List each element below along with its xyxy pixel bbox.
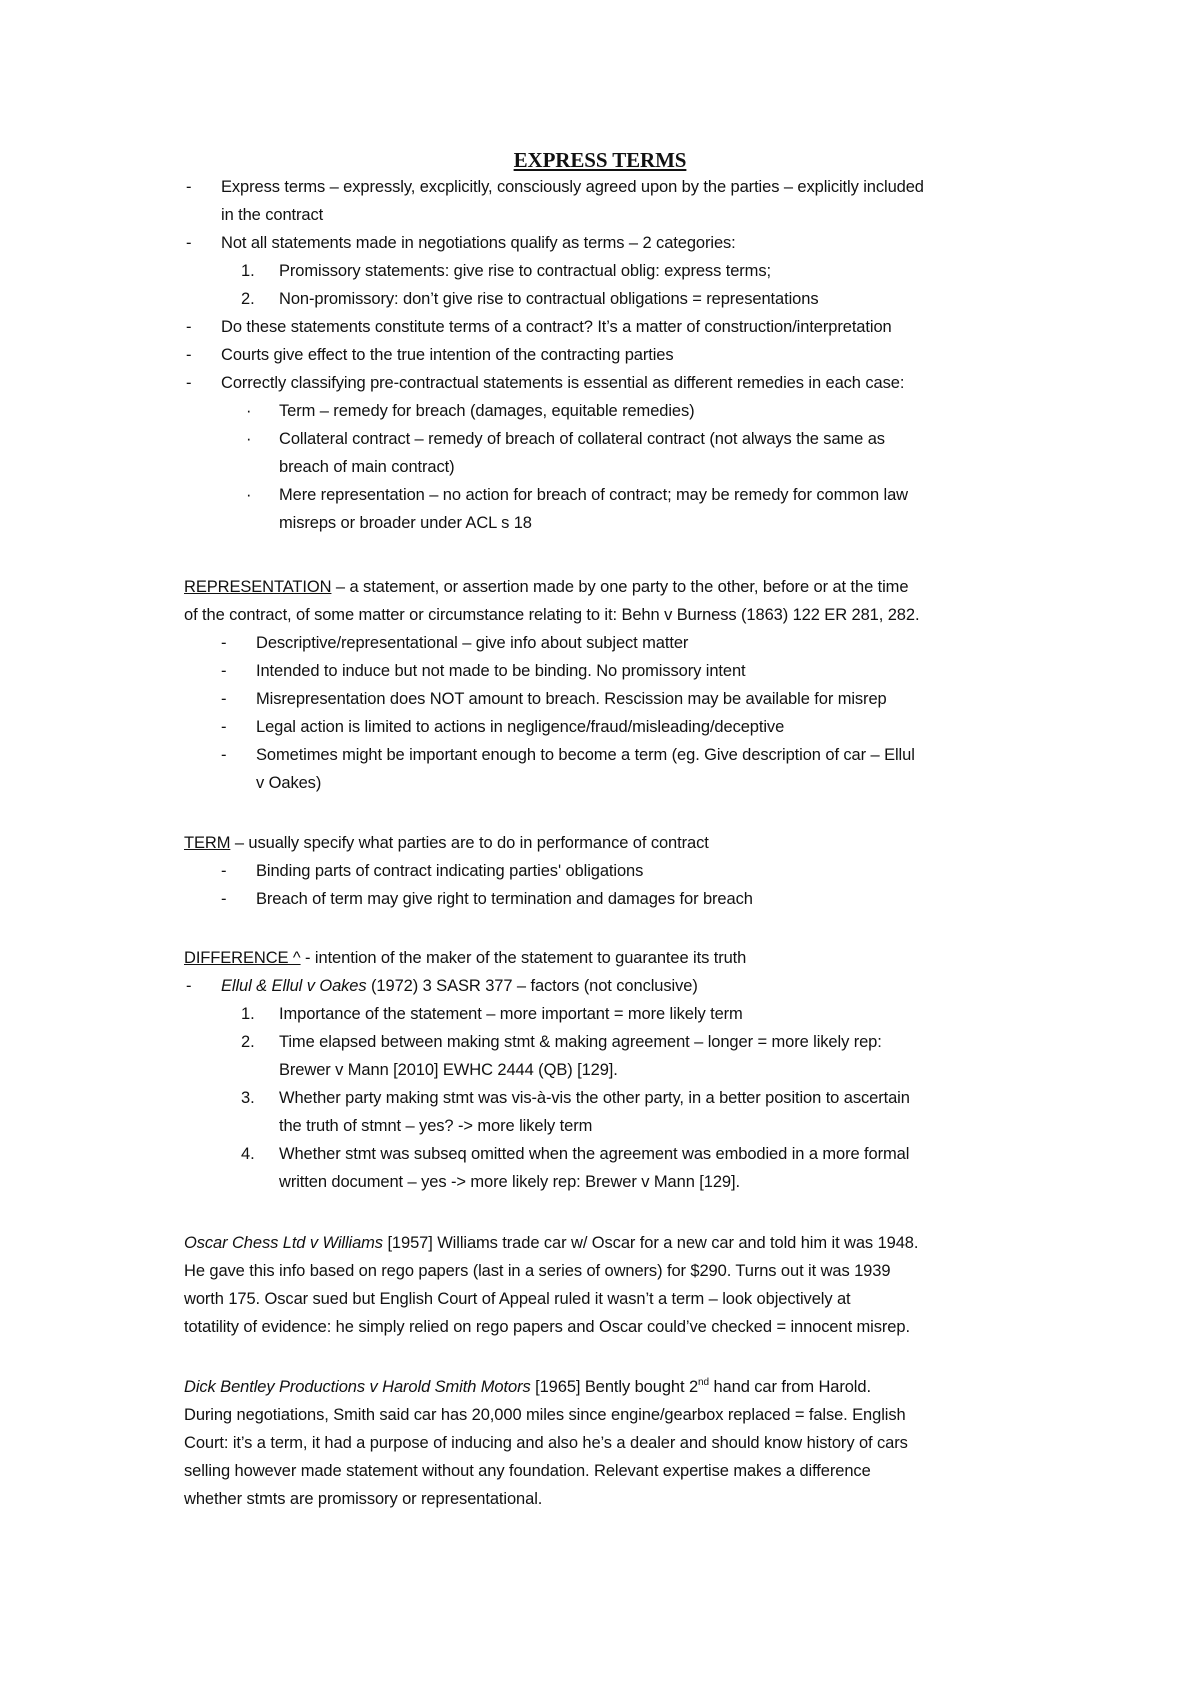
- dick-case-superscript: nd: [698, 1377, 709, 1388]
- bullet-dot: ·: [246, 486, 252, 504]
- bullet-dot: ·: [246, 402, 252, 420]
- bullet-dash: -: [186, 346, 192, 364]
- number-marker: 1.: [241, 1005, 255, 1023]
- factor-3-line-1: Whether party making stmt was vis-à-vis the other party, in a better position to ascertain: [279, 1089, 910, 1107]
- dick-case-line-4: selling however made statement without any foundation. Relevant expertise makes a difference: [184, 1462, 871, 1480]
- dick-case-line-2: During negotiations, Smith said car has 20,000 miles since engine/gearbox replaced = false. English: [184, 1406, 906, 1424]
- bullet-dash: -: [221, 862, 227, 880]
- number-marker: 1.: [241, 262, 255, 280]
- oscar-case-line-2: He gave this info based on rego papers (last in a series of owners) for $290. Turns out it was 1939: [184, 1262, 891, 1280]
- representation-bullet-1: Descriptive/representational – give info about subject matter: [256, 634, 689, 652]
- intro-bullet-3: Do these statements constitute terms of a contract? It’s a matter of construction/interpretation: [221, 318, 892, 336]
- oscar-case-text: [1957] Williams trade car w/ Oscar for a new car and told him it was 1948.: [382, 1234, 919, 1252]
- representation-bullet-5-line-2: v Oakes): [256, 774, 322, 792]
- bullet-dash: -: [186, 374, 192, 392]
- difference-definition-text: - intention of the maker of the statement to guarantee its truth: [300, 949, 747, 967]
- bullet-dash: -: [221, 746, 227, 764]
- intro-bullet-1-line-2: in the contract: [221, 206, 324, 224]
- bullet-dash: -: [186, 318, 192, 336]
- intro-sub-1: Term – remedy for breach (damages, equitable remedies): [279, 402, 695, 420]
- bullet-dash: -: [221, 634, 227, 652]
- number-marker: 3.: [241, 1089, 255, 1107]
- intro-sub-2-line-1: Collateral contract – remedy of breach of collateral contract (not always the same as: [279, 430, 885, 448]
- number-marker: 4.: [241, 1145, 255, 1163]
- representation-bullet-3: Misrepresentation does NOT amount to breach. Rescission may be available for misrep: [256, 690, 887, 708]
- representation-definition-line-2: of the contract, of some matter or circumstance relating to it: Behn v Burness (1863) 122 ER 281, 282.: [184, 606, 920, 624]
- dick-case-line-5: whether stmts are promissory or representational.: [184, 1490, 543, 1508]
- dick-case-line-3: Court: it’s a term, it had a purpose of inducing and also he’s a dealer and should know history of cars: [184, 1434, 908, 1452]
- bullet-dash: -: [186, 178, 192, 196]
- bullet-dash: -: [186, 234, 192, 252]
- bullet-dash: -: [221, 662, 227, 680]
- representation-heading: REPRESENTATION: [184, 578, 332, 596]
- factor-4-line-2: written document – yes -> more likely rep: Brewer v Mann [129].: [279, 1173, 740, 1191]
- representation-definition-line-1: [184, 573, 908, 601]
- representation-definition-text: – a statement, or assertion made by one party to the other, before or at the time: [331, 578, 909, 596]
- representation-bullet-5-line-1: Sometimes might be important enough to become a term (eg. Give description of car – Ellul: [256, 746, 915, 764]
- intro-sub-2-line-2: breach of main contract): [279, 458, 455, 476]
- term-heading: TERM: [184, 834, 231, 852]
- difference-case-citation: (1972) 3 SASR 377 – factors (not conclusive): [366, 977, 698, 995]
- dick-case-text-a: [1965] Bently bought 2: [530, 1378, 699, 1396]
- intro-bullet-2: Not all statements made in negotiations qualify as terms – 2 categories:: [221, 234, 736, 252]
- intro-bullet-4: Courts give effect to the true intention of the contracting parties: [221, 346, 674, 364]
- factor-3-line-2: the truth of stmnt – yes? -> more likely term: [279, 1117, 593, 1135]
- oscar-case-line-1: [184, 1229, 918, 1257]
- intro-numbered-2: Non-promissory: don’t give rise to contractual obligations = representations: [279, 290, 819, 308]
- factor-4-line-1: Whether stmt was subseq omitted when the agreement was embodied in a more formal: [279, 1145, 910, 1163]
- bullet-dash: -: [221, 890, 227, 908]
- factor-2-line-2: Brewer v Mann [2010] EWHC 2444 (QB) [129].: [279, 1061, 618, 1079]
- difference-case-name: Ellul & Ellul v Oakes: [221, 977, 367, 995]
- number-marker: 2.: [241, 1033, 255, 1051]
- bullet-dash: -: [186, 977, 192, 995]
- dick-case-line-1: [184, 1373, 871, 1401]
- difference-definition: [184, 944, 746, 972]
- bullet-dash: -: [221, 690, 227, 708]
- dick-case-text-b: hand car from Harold.: [708, 1378, 871, 1396]
- oscar-case-line-4: totatility of evidence: he simply relied on rego papers and Oscar could’ve checked = innocent misrep.: [184, 1318, 910, 1336]
- intro-sub-3-line-2: misreps or broader under ACL s 18: [279, 514, 532, 532]
- bullet-dot: ·: [246, 430, 252, 448]
- term-definition-text: – usually specify what parties are to do in performance of contract: [230, 834, 709, 852]
- representation-bullet-4: Legal action is limited to actions in negligence/fraud/misleading/deceptive: [256, 718, 785, 736]
- term-bullet-2: Breach of term may give right to termination and damages for breach: [256, 890, 753, 908]
- intro-numbered-1: Promissory statements: give rise to contractual oblig: express terms;: [279, 262, 771, 280]
- term-bullet-1: Binding parts of contract indicating parties' obligations: [256, 862, 644, 880]
- oscar-case-line-3: worth 175. Oscar sued but English Court of Appeal ruled it wasn’t a term – look objectively at: [184, 1290, 851, 1308]
- dick-case-name: Dick Bentley Productions v Harold Smith Motors: [184, 1378, 531, 1396]
- intro-bullet-1-line-1: Express terms – expressly, excplicitly, consciously agreed upon by the parties – explicitly included: [221, 178, 924, 196]
- representation-bullet-2: Intended to induce but not made to be binding. No promissory intent: [256, 662, 746, 680]
- factor-2-line-1: Time elapsed between making stmt & making agreement – longer = more likely rep:: [279, 1033, 882, 1051]
- difference-case: [221, 972, 698, 1000]
- number-marker: 2.: [241, 290, 255, 308]
- oscar-case-name: Oscar Chess Ltd v Williams: [184, 1234, 383, 1252]
- difference-heading: DIFFERENCE ^: [184, 949, 301, 967]
- page-title: EXPRESS TERMS: [513, 148, 687, 172]
- bullet-dash: -: [221, 718, 227, 736]
- intro-sub-3-line-1: Mere representation – no action for breach of contract; may be remedy for common law: [279, 486, 908, 504]
- factor-1: Importance of the statement – more important = more likely term: [279, 1005, 743, 1023]
- term-definition: [184, 829, 709, 857]
- intro-bullet-5: Correctly classifying pre-contractual statements is essential as different remedies in each case:: [221, 374, 905, 392]
